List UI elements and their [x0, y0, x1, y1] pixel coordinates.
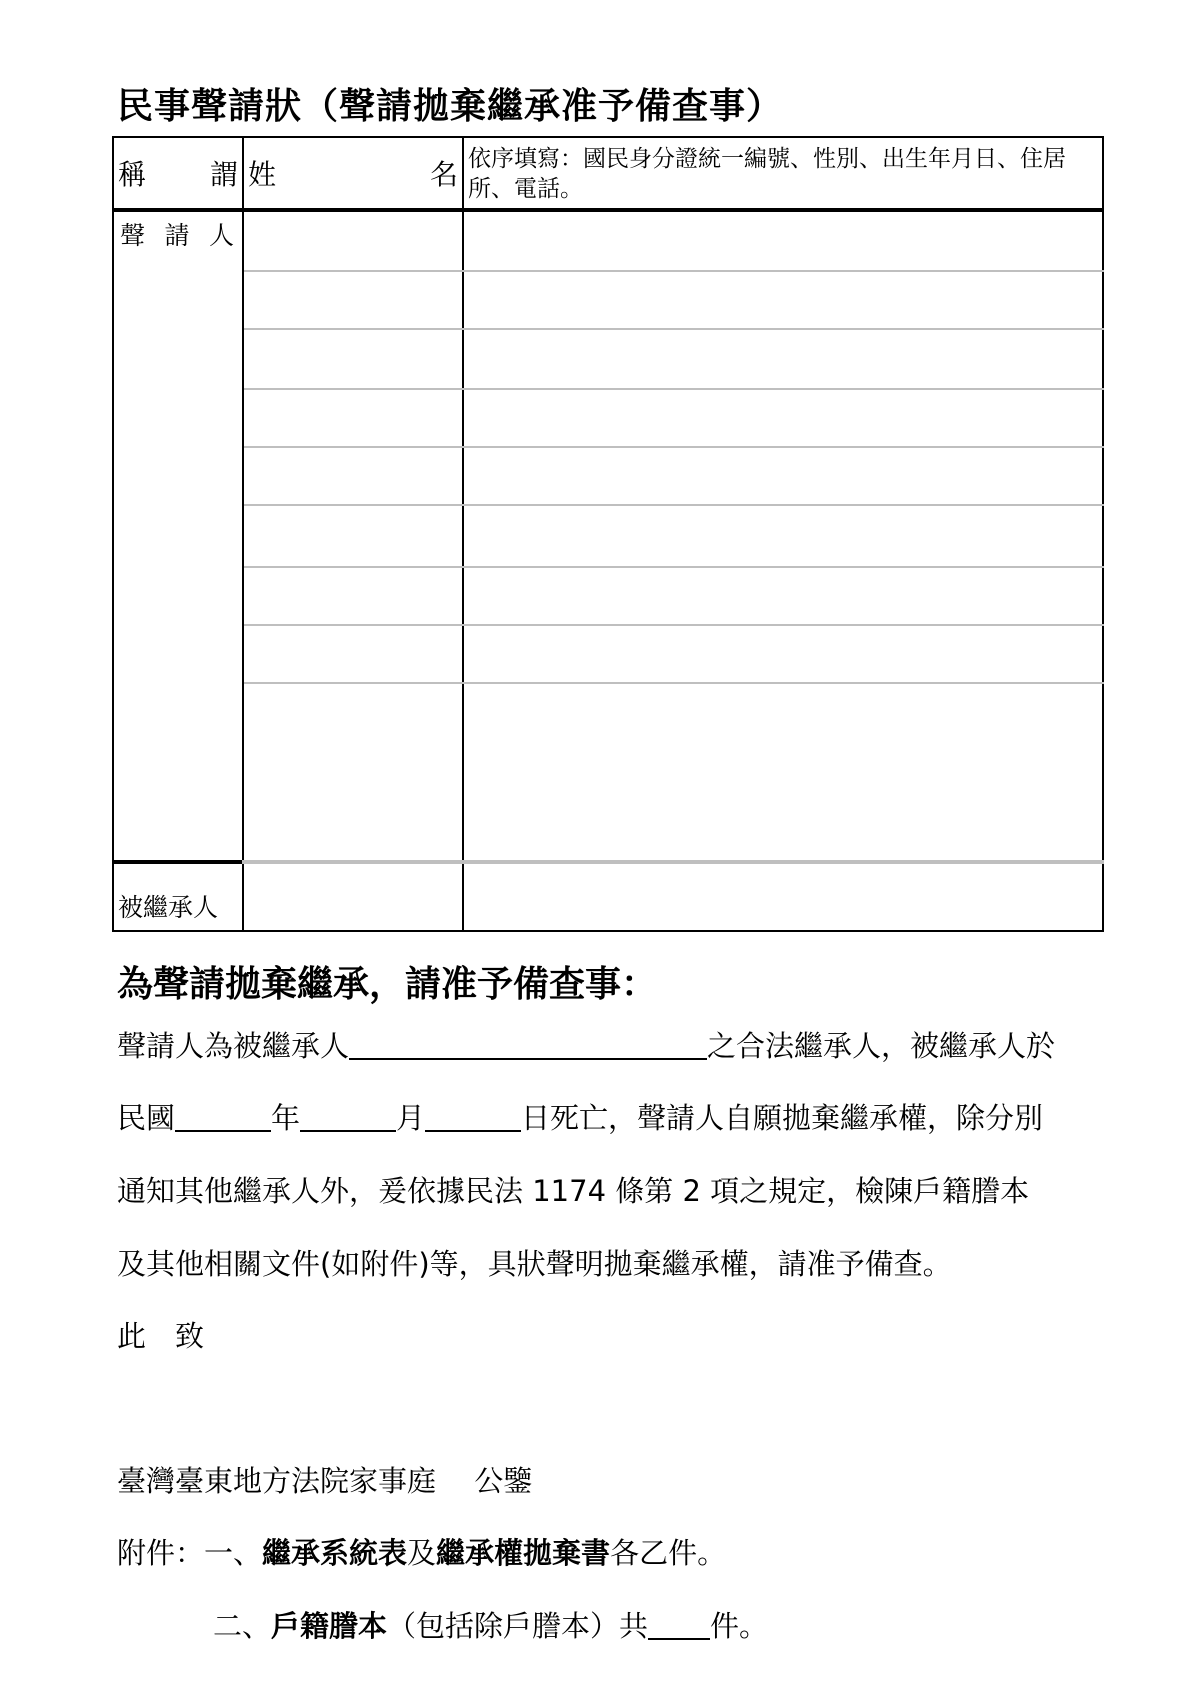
attachment-line-1	[117, 1531, 1117, 1572]
salutation: 此 致	[117, 1319, 205, 1353]
header-role-cell	[113, 137, 243, 210]
applicant-row	[113, 271, 1103, 329]
header-name-label-b: 名	[429, 158, 458, 191]
copies-count-blank[interactable]	[648, 1606, 710, 1640]
decedent-role-label: 被繼承人	[118, 893, 219, 922]
applicant-row	[113, 329, 1103, 389]
decedent-info-field[interactable]	[463, 862, 1103, 931]
applicant-role-char-3: 人	[208, 221, 234, 250]
applicant-info-field[interactable]	[463, 210, 1103, 271]
applicant-name-field[interactable]	[243, 625, 463, 683]
attachment-text: 及	[407, 1536, 437, 1570]
applicant-name-field[interactable]	[243, 389, 463, 447]
page-title: 民事聲請狀（聲請拋棄繼承准予備查事）	[117, 86, 784, 127]
header-name-label-a: 姓	[248, 158, 277, 191]
applicant-name-field[interactable]	[243, 683, 463, 862]
month-blank[interactable]	[300, 1098, 396, 1132]
attachment-text: 各乙件。	[610, 1536, 727, 1570]
paragraph-text: 月	[396, 1101, 426, 1135]
decedent-role-cell	[113, 862, 243, 931]
header-role-label-a: 稱	[118, 158, 147, 191]
attachment-text: （包括除戶謄本）共	[387, 1609, 649, 1643]
applicant-row	[113, 389, 1103, 447]
applicant-name-field[interactable]	[243, 505, 463, 567]
applicant-table	[112, 136, 1104, 932]
applicant-name-field[interactable]	[243, 271, 463, 329]
applicant-name-field[interactable]	[243, 210, 463, 271]
header-info-cell	[463, 137, 1103, 210]
paragraph-text: 日死亡，聲請人自願拋棄繼承權，除分別	[521, 1101, 1044, 1135]
applicant-info-field[interactable]	[463, 567, 1103, 625]
paragraph-line-3: 通知其他繼承人外，爰依據民法 1174 條第 2 項之規定，檢陳戶籍謄本	[117, 1174, 1030, 1208]
paragraph-text: 年	[271, 1101, 301, 1135]
header-role-label-b: 謂	[209, 158, 238, 191]
applicant-info-field[interactable]	[463, 447, 1103, 505]
applicant-info-field[interactable]	[463, 329, 1103, 389]
applicant-row	[113, 567, 1103, 625]
applicant-role-char-1: 聲	[120, 221, 146, 250]
applicant-info-field[interactable]	[463, 625, 1103, 683]
decedent-name-blank[interactable]	[349, 1026, 707, 1060]
applicant-row	[113, 625, 1103, 683]
attachment-text: 件。	[710, 1609, 769, 1643]
decedent-row	[113, 862, 1103, 931]
applicant-name-field[interactable]	[243, 567, 463, 625]
paragraph-line-4: 及其他相關文件(如附件)等，具狀聲明拋棄繼承權，請准予備查。	[117, 1247, 952, 1281]
applicant-info-field[interactable]	[463, 389, 1103, 447]
applicant-row	[113, 683, 1103, 862]
attachment-item-bold: 繼承權拋棄書	[436, 1536, 611, 1570]
decedent-name-field[interactable]	[243, 862, 463, 931]
attachment-item-bold: 繼承系統表	[262, 1536, 408, 1570]
day-blank[interactable]	[425, 1098, 521, 1132]
attachment-item-bold: 戶籍謄本	[271, 1609, 388, 1643]
applicant-row	[113, 505, 1103, 567]
section-heading: 為聲請拋棄繼承，請准予備查事：	[117, 964, 658, 1005]
paragraph-text: 聲請人為被繼承人	[117, 1029, 350, 1063]
applicant-info-field[interactable]	[463, 505, 1103, 567]
applicant-role-cell	[113, 210, 243, 862]
paragraph-line-1	[117, 1024, 1117, 1065]
applicant-row	[113, 447, 1103, 505]
paragraph-line-2	[117, 1096, 1117, 1137]
header-name-cell	[243, 137, 463, 210]
table-header-row	[113, 137, 1103, 210]
attachment-text: 二、	[213, 1609, 272, 1643]
applicant-info-field[interactable]	[463, 683, 1103, 862]
court-addressee: 臺灣臺東地方法院家事庭 公鑒	[117, 1464, 533, 1498]
applicant-name-field[interactable]	[243, 447, 463, 505]
paragraph-text: 民國	[117, 1101, 176, 1135]
header-info-instructions: 依序填寫：國民身分證統一編號、性別、出生年月日、住居所、電話。	[468, 146, 1066, 202]
year-blank[interactable]	[175, 1098, 271, 1132]
applicant-name-field[interactable]	[243, 329, 463, 389]
applicant-info-field[interactable]	[463, 271, 1103, 329]
applicant-row	[113, 210, 1103, 271]
paragraph-text: 之合法繼承人，被繼承人於	[707, 1029, 1056, 1063]
applicant-role-char-2: 請	[164, 221, 190, 250]
attachment-text: 附件：一、	[117, 1536, 263, 1570]
attachment-line-2	[213, 1604, 1200, 1645]
